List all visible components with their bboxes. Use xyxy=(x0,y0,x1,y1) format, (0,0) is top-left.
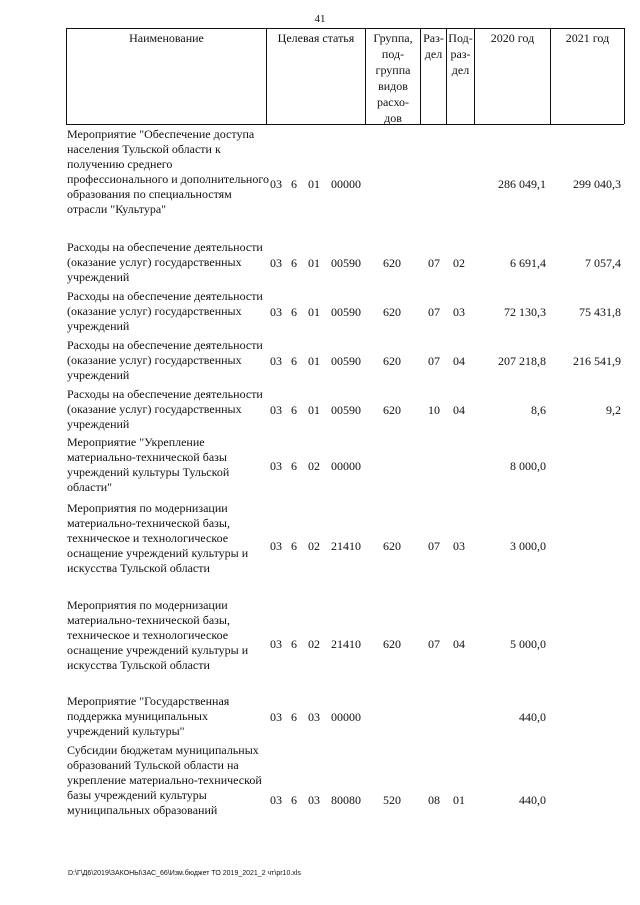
row-section: 07 xyxy=(428,305,440,319)
header-section xyxy=(421,30,446,62)
row-group: 620 xyxy=(383,403,401,417)
row-section: 07 xyxy=(428,637,440,651)
row-name: Мероприятие "Государственная поддержка муниципальных учреждений культуры" xyxy=(67,694,230,738)
table-row xyxy=(0,598,640,694)
row-2020: 440,0 xyxy=(519,793,546,807)
row-target-code: 00000 xyxy=(331,710,361,724)
row-target-code: 01 xyxy=(308,354,320,368)
row-target-code: 03 xyxy=(270,637,282,651)
row-subsection: 04 xyxy=(453,403,465,417)
row-target-code: 00590 xyxy=(331,256,361,270)
row-target-code: 03 xyxy=(270,305,282,319)
row-subsection: 03 xyxy=(453,539,465,553)
row-target-code: 21410 xyxy=(331,539,361,553)
row-name: Мероприятия по модернизации материально-технической базы, техническое и технологическое оснащение учреждений культуры и искусства Тульской области xyxy=(67,501,249,575)
row-2020: 72 130,3 xyxy=(504,305,546,319)
header-group-line: видов xyxy=(378,79,408,93)
page-number: 41 xyxy=(314,13,326,25)
header-subsection-line: раз- xyxy=(450,47,471,61)
row-2021: 9,2 xyxy=(606,403,621,417)
row-target-code: 6 xyxy=(291,256,297,270)
header-group-line: группа xyxy=(375,63,411,77)
table-row xyxy=(0,694,640,742)
row-target-code: 03 xyxy=(270,539,282,553)
row-2020: 8 000,0 xyxy=(510,459,546,473)
row-group: 620 xyxy=(383,305,401,319)
row-target-code: 01 xyxy=(308,177,320,191)
row-2020: 440,0 xyxy=(519,710,546,724)
row-target-code: 6 xyxy=(291,459,297,473)
row-target-code: 80080 xyxy=(331,793,361,807)
header-section-line: дел xyxy=(424,47,443,61)
row-target-code: 00590 xyxy=(331,354,361,368)
row-target-code: 00590 xyxy=(331,403,361,417)
header-name: Наименование xyxy=(129,31,204,45)
row-subsection: 04 xyxy=(453,354,465,368)
header-border-right xyxy=(624,28,625,124)
table-row xyxy=(0,289,640,337)
row-group: 520 xyxy=(383,793,401,807)
row-target-code: 01 xyxy=(308,256,320,270)
row-target-code: 02 xyxy=(308,637,320,651)
header-subsection-line: дел xyxy=(451,63,470,77)
row-target-code: 00590 xyxy=(331,305,361,319)
row-2020: 5 000,0 xyxy=(510,637,546,651)
row-group: 620 xyxy=(383,354,401,368)
row-target-code: 00000 xyxy=(331,177,361,191)
header-group xyxy=(366,30,420,126)
row-section: 07 xyxy=(428,256,440,270)
row-target-code: 6 xyxy=(291,710,297,724)
row-section: 07 xyxy=(428,354,440,368)
row-2020: 8,6 xyxy=(531,403,546,417)
row-target-code: 6 xyxy=(291,637,297,651)
table-row xyxy=(0,743,640,839)
row-name: Расходы на обеспечение деятельности (оказание услуг) государственных учреждений xyxy=(67,387,263,431)
table-row xyxy=(0,338,640,386)
header-section-line: Раз- xyxy=(423,31,444,45)
header-2020: 2020 год xyxy=(490,31,535,45)
row-subsection: 03 xyxy=(453,305,465,319)
row-target-code: 6 xyxy=(291,305,297,319)
row-target-code: 01 xyxy=(308,403,320,417)
table-row xyxy=(0,240,640,288)
row-target-code: 6 xyxy=(291,539,297,553)
row-target-code: 6 xyxy=(291,403,297,417)
row-name: Субсидии бюджетам муниципальных образований Тульской области на укрепление материально-технической базы учреждений культуры муниципальных образований xyxy=(67,743,262,817)
row-group: 620 xyxy=(383,256,401,270)
row-section: 07 xyxy=(428,539,440,553)
row-group: 620 xyxy=(383,637,401,651)
row-subsection: 01 xyxy=(453,793,465,807)
row-name: Мероприятие "Укрепление материально-технической базы учреждений культуры Тульской области" xyxy=(67,435,230,494)
row-target-code: 02 xyxy=(308,539,320,553)
row-target-code: 03 xyxy=(308,793,320,807)
row-target-code: 03 xyxy=(270,177,282,191)
header-group-line: дов xyxy=(384,111,402,125)
header-group-line: под- xyxy=(381,47,405,61)
row-2020: 207 218,8 xyxy=(498,354,546,368)
table-row xyxy=(0,435,640,499)
row-section: 08 xyxy=(428,793,440,807)
table-row xyxy=(0,127,640,239)
header-2021: 2021 год xyxy=(565,31,610,45)
row-subsection: 04 xyxy=(453,637,465,651)
row-target-code: 03 xyxy=(308,710,320,724)
row-subsection: 02 xyxy=(453,256,465,270)
row-target-code: 00000 xyxy=(331,459,361,473)
row-target-code: 03 xyxy=(270,793,282,807)
row-2021: 75 431,8 xyxy=(579,305,621,319)
row-2020: 6 691,4 xyxy=(510,256,546,270)
row-2020: 3 000,0 xyxy=(510,539,546,553)
row-2021: 216 541,9 xyxy=(573,354,621,368)
row-name: Мероприятия по модернизации материально-технической базы, техническое и технологическое оснащение учреждений культуры и искусства Тульской области xyxy=(67,598,249,672)
header-target: Целевая статья xyxy=(277,31,355,45)
row-target-code: 01 xyxy=(308,305,320,319)
row-target-code: 6 xyxy=(291,354,297,368)
header-subsection-line: Под- xyxy=(448,31,473,45)
row-2021: 299 040,3 xyxy=(573,177,621,191)
row-name: Расходы на обеспечение деятельности (оказание услуг) государственных учреждений xyxy=(67,289,263,333)
row-section: 10 xyxy=(428,403,440,417)
header-group-line: Группа, xyxy=(373,31,413,45)
row-group: 620 xyxy=(383,539,401,553)
footer-file-path: D:\Г\Д6\2019\ЗАКОНЫ\ЗАС_66\Изм.бюджет ТО 2019_2021_2 чт\pr10.xls xyxy=(68,870,301,877)
row-target-code: 6 xyxy=(291,793,297,807)
header-top-border xyxy=(66,28,624,29)
header-group-line: расхо- xyxy=(376,95,410,109)
header-bottom-border xyxy=(66,124,624,125)
header-subsection xyxy=(447,30,474,78)
row-target-code: 03 xyxy=(270,403,282,417)
row-name: Расходы на обеспечение деятельности (оказание услуг) государственных учреждений xyxy=(67,338,263,382)
table-row xyxy=(0,501,640,597)
table-row xyxy=(0,387,640,435)
row-target-code: 03 xyxy=(270,710,282,724)
row-target-code: 03 xyxy=(270,354,282,368)
row-name: Мероприятие "Обеспечение доступа населения Тульской области к получению среднего профессионального и дополнительного образования по специальностям отрасли "Культура" xyxy=(67,127,269,216)
row-name: Расходы на обеспечение деятельности (оказание услуг) государственных учреждений xyxy=(67,240,263,284)
row-target-code: 03 xyxy=(270,459,282,473)
row-2021: 7 057,4 xyxy=(585,256,621,270)
row-target-code: 02 xyxy=(308,459,320,473)
row-2020: 286 049,1 xyxy=(498,177,546,191)
row-target-code: 21410 xyxy=(331,637,361,651)
row-target-code: 6 xyxy=(291,177,297,191)
row-target-code: 03 xyxy=(270,256,282,270)
